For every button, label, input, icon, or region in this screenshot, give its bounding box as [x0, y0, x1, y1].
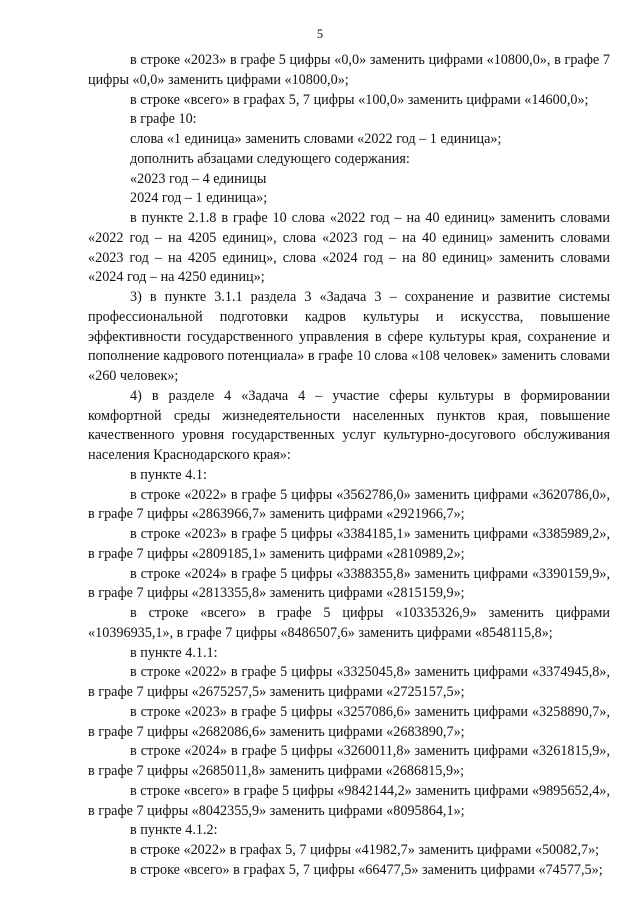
page-number: 5	[316, 27, 324, 41]
paragraph: в строке «2024» в графе 5 цифры «3260011,8» заменить цифрами «3261815,9», в графе 7 цифры «2685011,8» заменить цифрами «2686815,9»;	[88, 743, 610, 779]
paragraph: в строке «2023» в графе 5 цифры «3384185,1» заменить цифрами «3385989,2», в графе 7 цифры «2809185,1» заменить цифрами «2810989,2»;	[88, 526, 610, 562]
paragraph: в строке «2024» в графе 5 цифры «3388355,8» заменить цифрами «3390159,9», в графе 7 цифры «2813355,8» заменить цифрами «2815159,9»;	[88, 565, 610, 602]
paragraph: в строке «2022» в графе 5 цифры «3325045,8» заменить цифрами «3374945,8», в графе 7 цифры «2675257,5» заменить цифрами «2725157,5»;	[88, 664, 610, 700]
paragraph: в графе 10:	[130, 111, 197, 128]
paragraph: дополнить абзацами следующего содержания:	[130, 150, 410, 167]
paragraph: «2023 год – 4 единицы	[130, 170, 267, 187]
paragraph: в строке «всего» в графе 5 цифры «9842144,2» заменить цифрами «9895652,4», в графе 7 цифры «8042355,9» заменить цифрами «8095864,1»;	[88, 782, 610, 819]
paragraph: в пункте 4.1.2:	[130, 822, 218, 839]
paragraph: в строке «2022» в графах 5, 7 цифры «41982,7» заменить цифрами «50082,7»;	[130, 842, 600, 858]
paragraph: в строке «всего» в графе 5 цифры «10335326,9» заменить цифрами «10396935,1», в графе 7 цифры «8486507,6» заменить цифрами «8548115,8»;	[88, 605, 610, 641]
paragraph: в строке «всего» в графах 5, 7 цифры «66477,5» заменить цифрами «74577,5»;	[130, 861, 603, 878]
paragraph: слова «1 единица» заменить словами «2022 год – 1 единица»;	[130, 131, 502, 147]
paragraph: 3) в пункте 3.1.1 раздела 3 «Задача 3 – сохранение и развитие системы профессиональной подготовки кадров культуры и искусства, повышение эффективности государственного управления в сфере культуры края, сохранение и пополнение кадрового потенциала» в графе 10 слова «108 человек» заменить словами «260 человек»;	[88, 289, 610, 384]
document-body	[88, 51, 610, 881]
paragraph: в пункте 4.1.1:	[130, 644, 218, 661]
paragraph: в строке «2023» в графе 5 цифры «3257086,6» заменить цифрами «3258890,7», в графе 7 цифры «2682086,6» заменить цифрами «2683890,7»;	[88, 703, 610, 740]
paragraph: 2024 год – 1 единица»;	[130, 190, 268, 207]
paragraph: в пункте 4.1:	[130, 466, 207, 483]
paragraph: 4) в разделе 4 «Задача 4 – участие сферы культуры в формировании комфортной среды жизнедеятельности населенных пунктов края, повышение качественного уровня государственных услуг культурно-досугового обслуживания населения Краснодарского края»:	[88, 387, 610, 463]
paragraph: в пункте 2.1.8 в графе 10 слова «2022 год – на 40 единиц» заменить словами «2022 год – на 4205 единиц», слова «2023 год – на 40 единиц» заменить словами «2023 год – на 4205 единиц», слова «2024 год – на 80 единиц» заменить словами «2024 год – на 4250 единиц»;	[88, 210, 610, 286]
paragraph: в строке «всего» в графах 5, 7 цифры «100,0» заменить цифрами «14600,0»;	[130, 91, 589, 108]
paragraph: в строке «2022» в графе 5 цифры «3562786,0» заменить цифрами «3620786,0», в графе 7 цифры «2863966,7» заменить цифрами «2921966,7»;	[88, 486, 610, 523]
paragraph: в строке «2023» в графе 5 цифры «0,0» заменить цифрами «10800,0», в графе 7 цифры «0,0» заменить цифрами «10800,0»;	[88, 52, 610, 88]
